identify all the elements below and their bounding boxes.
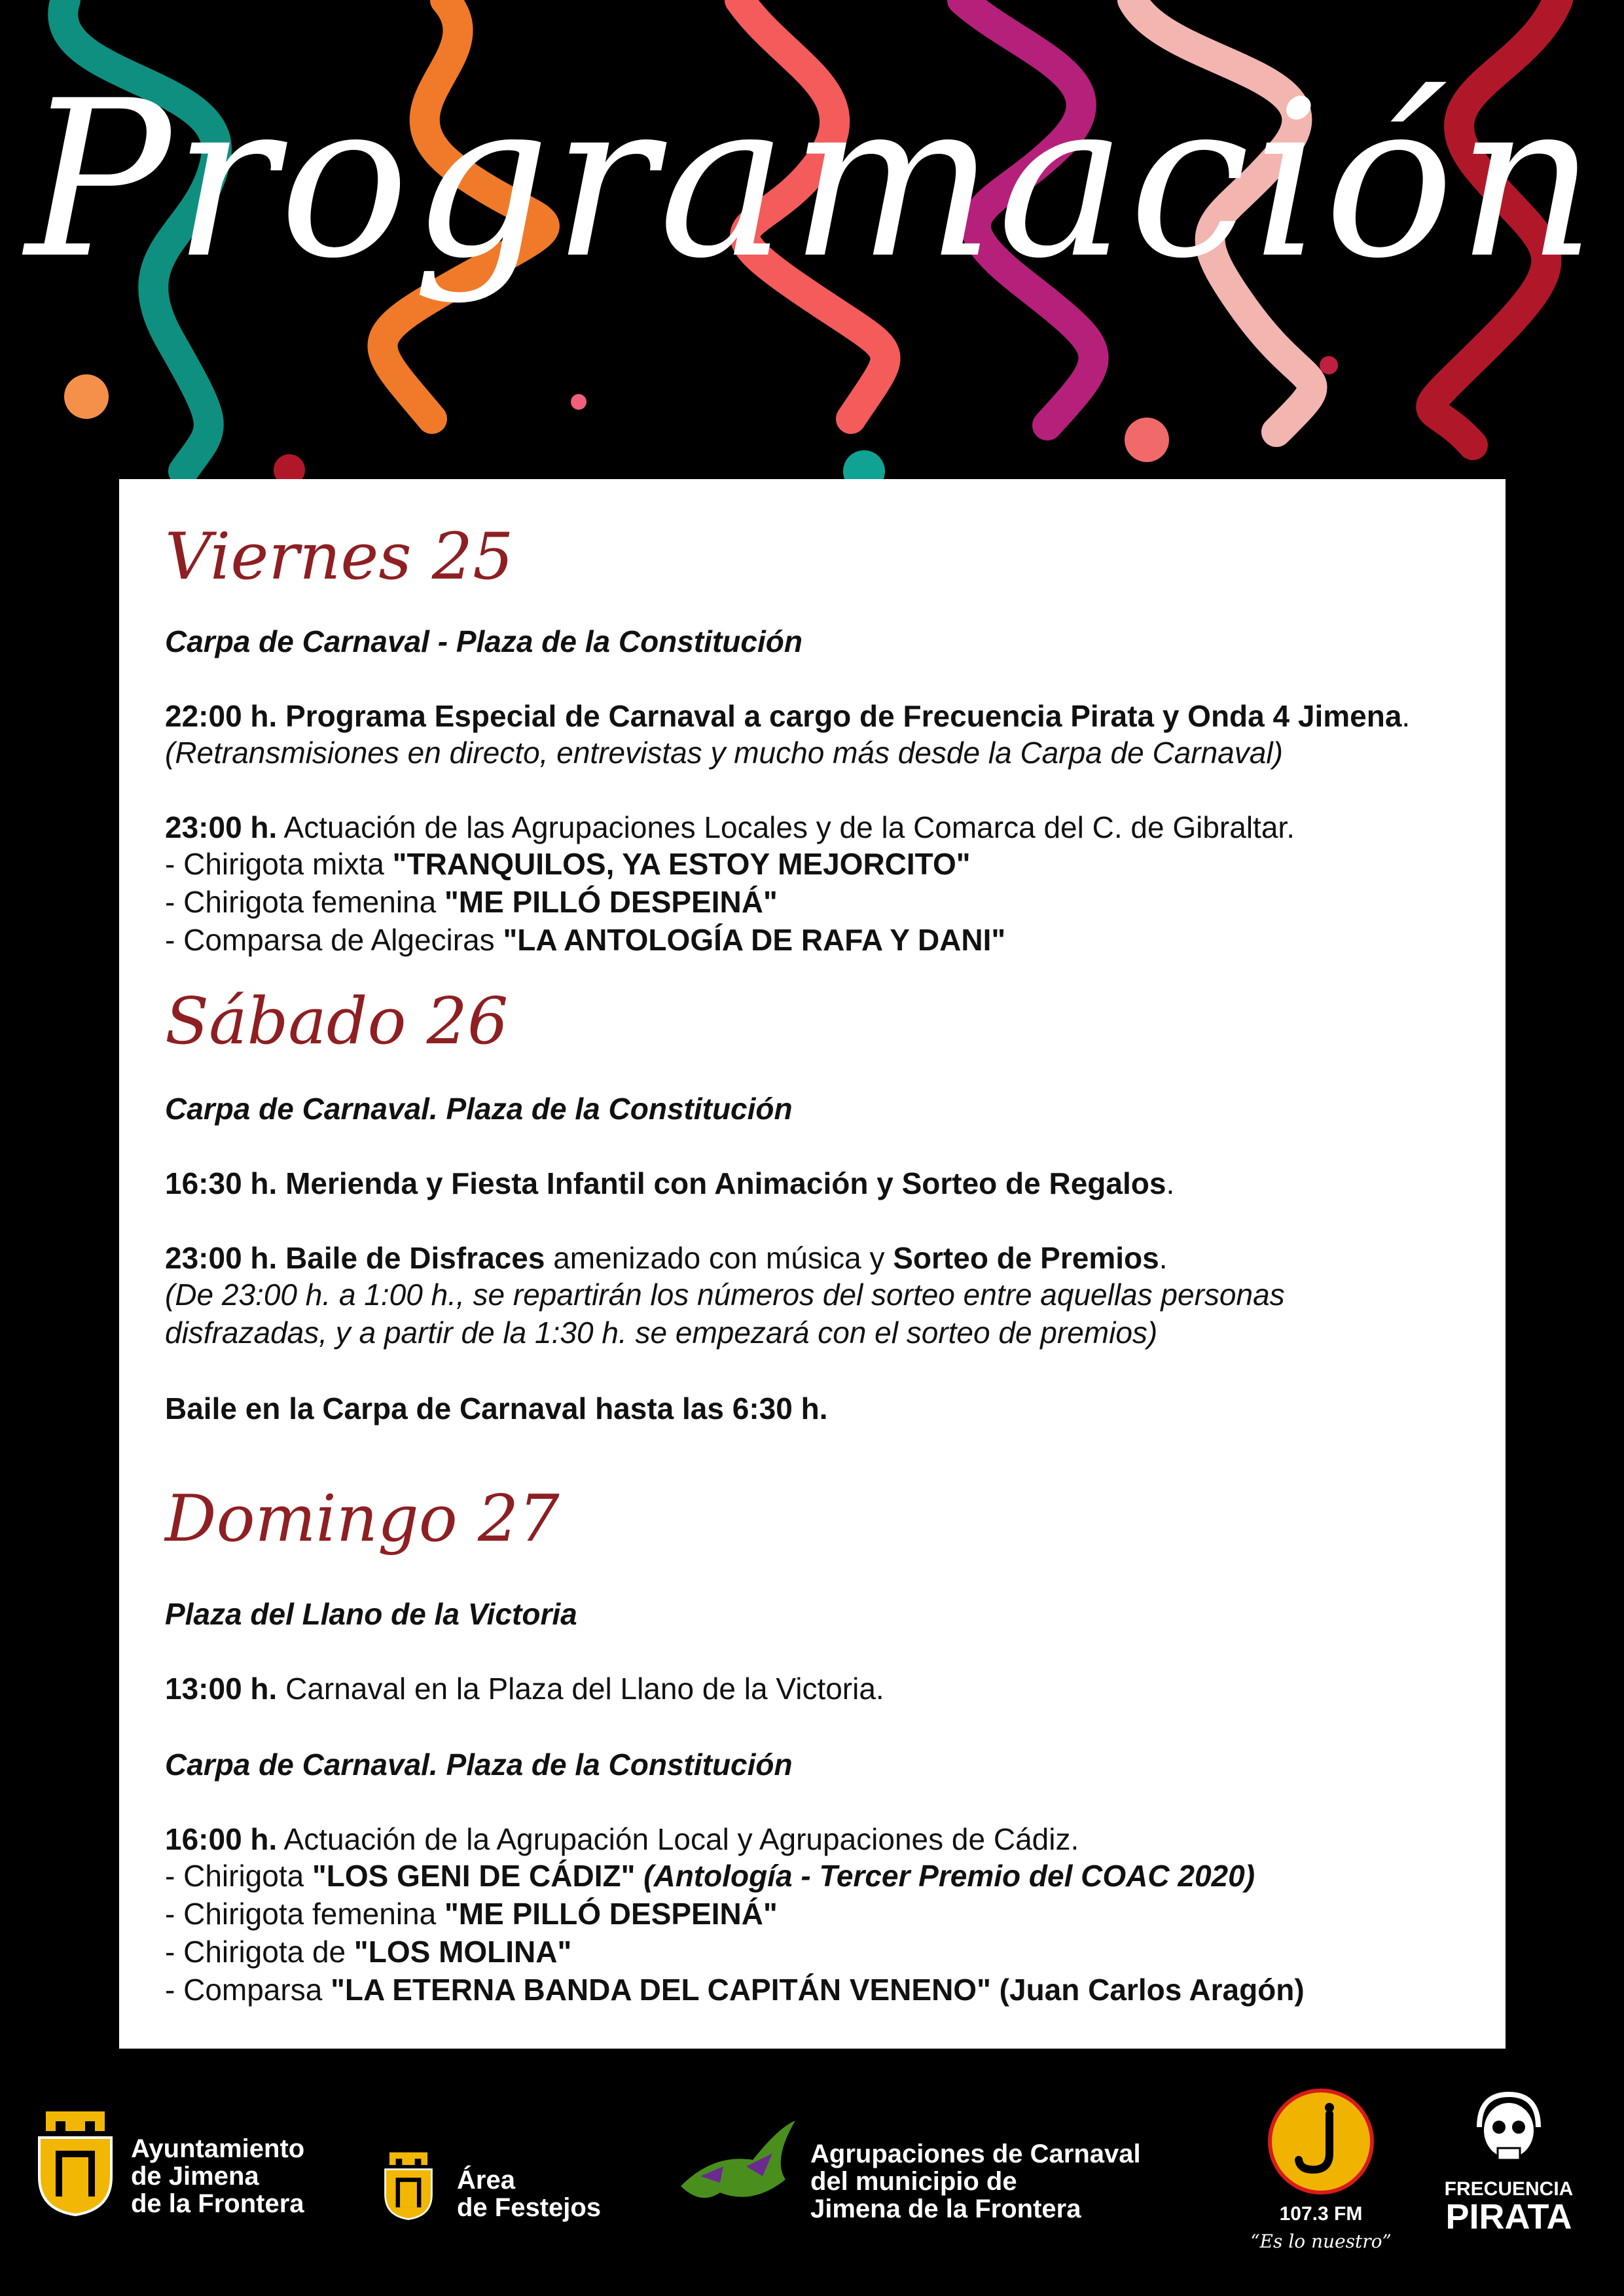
page-title: Programación <box>25 54 1599 306</box>
closing-note: Baile en la Carpa de Carnaval hasta las 6:30 h. <box>165 1391 828 1426</box>
list-item <box>165 922 1005 958</box>
event-note: (De 23:00 h. a 1:00 h., se repartirán los números del sorteo entre aquellas personas <box>165 1278 1285 1312</box>
venue-domingo-2: Carpa de Carnaval. Plaza de la Constitución <box>165 1748 793 1782</box>
item-prefix: - Chirigota femenina <box>165 885 444 919</box>
item-prefix: - Chirigota de <box>165 1935 354 1969</box>
festejos-shield-icon <box>381 2148 436 2220</box>
ayto-line: de Jimena <box>131 2162 259 2191</box>
program-panel <box>119 479 1506 2049</box>
event-title: 16:30 h. Merienda y Fiesta Infantil con Animación y Sorteo de Regalos <box>165 1166 1166 1200</box>
venue-viernes: Carpa de Carnaval - Plaza de la Constitución <box>165 624 803 658</box>
item-name: "ME PILLÓ DESPEINÁ" <box>444 1897 778 1931</box>
item-name: "LA ANTOLOGÍA DE RAFA Y DANI" <box>503 923 1006 957</box>
item-prefix: - Comparsa <box>165 1973 331 2007</box>
event-time: 13:00 h. <box>165 1672 278 1706</box>
event-dot: . <box>1159 1241 1168 1275</box>
pirata-line: PIRATA <box>1445 2197 1572 2236</box>
item-name: "LOS MOLINA" <box>353 1935 572 1969</box>
event-note: disfrazadas, y a partir de la 1:30 h. se empezará con el sorteo de premios) <box>165 1316 1158 1350</box>
item-prefix: - Chirigota <box>165 1859 312 1893</box>
radio-slogan: “Es lo nuestro” <box>1250 2231 1392 2252</box>
event-dot: . <box>1166 1166 1175 1200</box>
event-title: 23:00 h. Baile de Disfraces <box>165 1241 545 1275</box>
frecuencia-pirata-logo <box>1427 2179 1591 2234</box>
item-prefix: - Chirigota mixta <box>165 847 393 881</box>
agrup-line: Agrupaciones de Carnaval <box>810 2140 1141 2168</box>
day-heading-viernes: Viernes 25 <box>165 520 514 594</box>
event-text: Actuación de las Agrupaciones Locales y de la Comarca del C. de Gibraltar. <box>277 810 1295 844</box>
day-heading-sabado: Sábado 26 <box>165 984 509 1059</box>
item-name: "ME PILLÓ DESPEINÁ" <box>444 885 778 919</box>
event-line <box>165 1240 1167 1276</box>
ayuntamiento-shield-icon <box>33 2105 118 2216</box>
event-time: 16:00 h. <box>165 1822 278 1856</box>
event-text: amenizado con música y <box>545 1241 893 1275</box>
item-name: "TRANQUILOS, YA ESTOY MEJORCITO" <box>392 847 971 881</box>
item-prefix: - Chirigota femenina <box>165 1897 444 1931</box>
item-note: (Antología - Tercer Premio del COAC 2020) <box>635 1859 1255 1893</box>
ayto-line: de la Frontera <box>131 2189 304 2218</box>
event-text: Actuación de la Agrupación Local y Agrupaciones de Cádiz. <box>277 1822 1079 1856</box>
ayuntamiento-label <box>131 2135 304 2217</box>
item-prefix: - Comparsa de Algeciras <box>165 923 503 957</box>
event-line <box>165 1821 1079 1857</box>
agrupaciones-label <box>810 2140 1141 2223</box>
event-highlight: Sorteo de Premios <box>893 1241 1159 1275</box>
event-line <box>165 1165 1174 1202</box>
list-item <box>165 846 971 882</box>
event-title: 22:00 h. Programa Especial de Carnaval a cargo de Frecuencia Pirata y Onda 4 Jimena <box>165 699 1402 733</box>
event-line <box>165 809 1295 846</box>
area-line: de Festejos <box>457 2193 602 2222</box>
footer-logos <box>0 2049 1624 2296</box>
event-line <box>165 1670 884 1707</box>
list-item <box>165 1971 1305 2008</box>
venue-sabado: Carpa de Carnaval. Plaza de la Constitución <box>165 1092 793 1126</box>
list-item <box>165 884 778 920</box>
list-item <box>165 1857 1255 1894</box>
radio-onda4-icon <box>1267 2088 1375 2195</box>
event-line <box>165 698 1410 734</box>
ayto-line: Ayuntamiento <box>131 2134 305 2163</box>
list-item <box>165 1895 778 1932</box>
area-line: Área <box>457 2166 515 2195</box>
item-name: "LA ETERNA BANDA DEL CAPITÁN VENENO" (Juan Carlos Aragón) <box>331 1973 1305 2007</box>
area-festejos-label <box>457 2166 601 2221</box>
pirate-skull-icon <box>1466 2088 1551 2173</box>
venue-domingo-1: Plaza del Llano de la Victoria <box>165 1597 577 1631</box>
pirata-line: FRECUENCIA <box>1444 2178 1574 2200</box>
day-heading-domingo: Domingo 27 <box>165 1482 560 1556</box>
agrup-line: del municipio de <box>810 2167 1017 2196</box>
event-text: Carnaval en la Plaza del Llano de la Victoria. <box>277 1672 884 1706</box>
radio-frequency: 107.3 FM <box>1279 2203 1363 2225</box>
event-time: 23:00 h. <box>165 810 278 844</box>
agrup-line: Jimena de la Frontera <box>810 2195 1081 2223</box>
item-name: "LOS GENI DE CÁDIZ" <box>312 1859 636 1893</box>
event-note: (Retransmisiones en directo, entrevistas y mucho más desde la Carpa de Carnaval) <box>165 736 1283 770</box>
carnival-mask-icon <box>674 2114 799 2212</box>
event-dot: . <box>1401 699 1411 733</box>
list-item <box>165 1933 571 1970</box>
